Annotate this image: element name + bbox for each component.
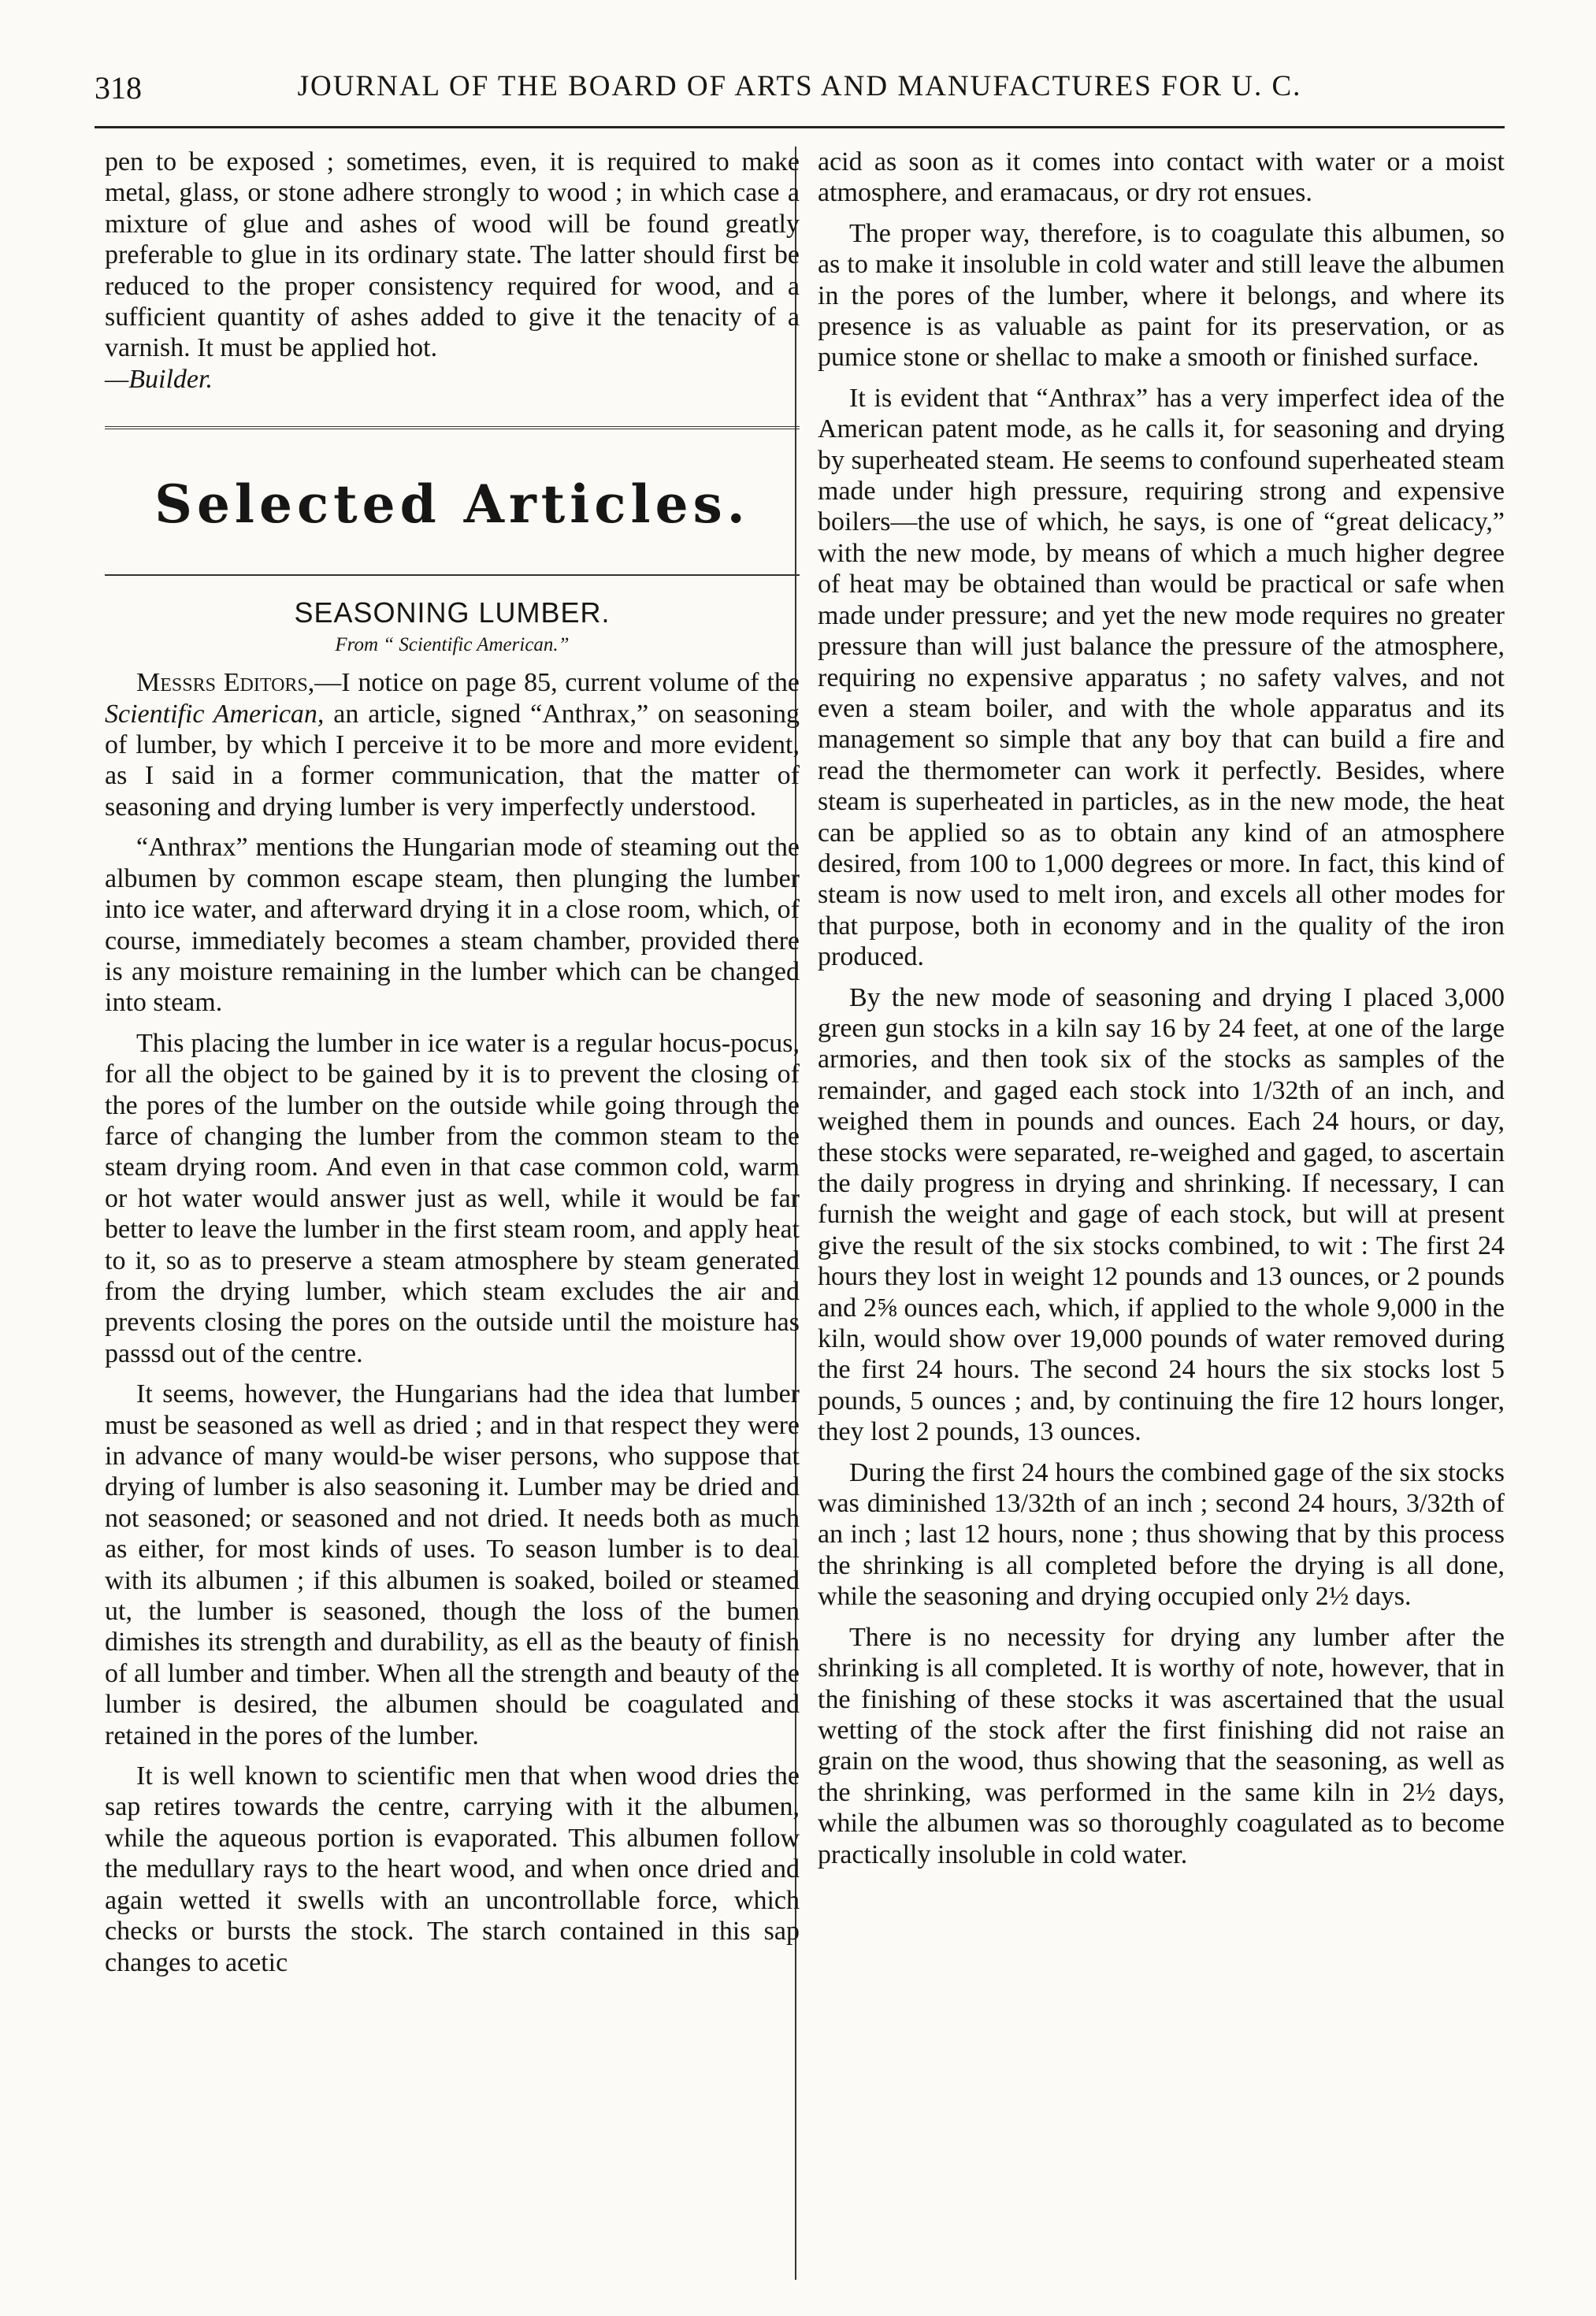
article-title: SEASONING LUMBER. — [294, 596, 611, 629]
article-paragraph-3: This placing the lumber in ice water is a regular hocus-pocus, for all the object to be gained by it is to prevent the closing of the pores of the lumber on the outside while going through the farce of changing the lumber from the common steam to the steam drying room. And even in that case common cold, warm or hot water would answer just as well, while it would be far better to leave the lumber in the first steam room, and apply heat to it, so as to preserve a steam atmosphere by steam generated from the drying lumber, which steam excludes the air and prevents closing the pores on the outside until the moisture has passsd out of the centre. — [105, 1028, 800, 1368]
article-paragraph-10: During the first 24 hours the combined gage of the six stocks was diminished 13/32th of an inch ; second 24 hours, 3/32th of an inch ; last 12 hours, none ; thus showing that by this process the shrinking is all completed before the drying is all done, while the seasoning and drying occupied only 2½ days. — [818, 1457, 1505, 1612]
section-rule-bottom — [105, 574, 800, 576]
running-head: JOURNAL OF THE BOARD OF ARTS AND MANUFACTURES FOR U. C. — [297, 70, 1302, 102]
article-paragraph-1: Messrs Editors,—I notice on page 85, current volume of the Scientific American, an article, signed “Anthrax,” on seasoning of lumber, by which I perceive it to be more and more evident, as I said in a former communication, that the matter of seasoning and drying lumber is very imperfectly understood. — [105, 668, 800, 822]
article-paragraph-9: By the new mode of seasoning and drying I placed 3,000 green gun stocks in a kiln say 16 by 24 feet, at one of the large armories, and then took six of the stocks as samples of the remainder, and gaged each stock into 1/32th of an inch, and weighed them in pounds and ounces. Each 24 hours, or day, these stocks were separated, re-weighed and gaged, to ascertain the daily progress in drying and shrinking. If necessary, I can furnish the weight and gage of each stock, but will at present give the result of the six stocks combined, to wit : The first 24 hours they lost in weight 12 pounds and 13 ounces, or 2 pounds and 2⅝ ounces each, which, if applied to the whole 9,000 in the kiln, would show over 19,000 pounds of water removed during the first 24 hours. The second 24 hours the six stocks lost 5 pounds, 5 ounces ; and, by continuing the fire 12 hours longer, they lost 2 pounds, 13 ounces. — [818, 982, 1505, 1447]
right-column — [818, 147, 1505, 1870]
article-paragraph-5: It is well known to scientific men that when wood dries the sap retires towards the centre, carrying with it the albumen, while the aqueous portion is evaporated. This albumen follow the medullary rays to the heart wood, and when once dried and again wetted it swells with an uncontrollable force, which checks or bursts the stock. The starch contained in this sap changes to acetic — [105, 1761, 800, 1977]
intro-paragraph: pen to be exposed ; sometimes, even, it is required to make metal, glass, or stone adhere strongly to wood ; in which case a mixture of glue and ashes of wood will be found greatly preferable to glue in its ordinary state. The latter should first be reduced to the proper consistency required for wood, and a sufficient quantity of ashes added to give it the tenacity of a varnish. It must be applied hot. —Builder. — [105, 147, 800, 394]
article-paragraph-11: There is no necessity for drying any lumber after the shrinking is all completed. It is worthy of note, however, that in the finishing of these stocks it was ascertained that the usual wetting of the stock after the first finishing did not raise an grain on the wood, thus showing that the seasoning, as well as the shrinking, was performed in the same kiln in 2½ days, while the albumen was so thoroughly coagulated as to become practically insoluble in cold water. — [818, 1622, 1505, 1869]
section-heading: Selected Articles. — [154, 473, 750, 536]
article-paragraph-7: The proper way, therefore, is to coagulate this albumen, so as to make it insoluble in cold water and still leave the albumen in the pores of the lumber, where it belongs, and where its presence is as valuable as paint for its preservation, or as pumice stone or shellac to make a smooth or finished surface. — [818, 218, 1505, 373]
header-rule — [95, 126, 1505, 128]
article-paragraph-6: acid as soon as it comes into contact with water or a moist atmosphere, and eramacaus, or dry rot ensues. — [818, 147, 1505, 208]
intro-source: —Builder. — [105, 364, 213, 394]
article-source: From “ Scientific American.” — [335, 634, 570, 656]
section-rule-top — [105, 426, 800, 429]
page-number: 318 — [95, 70, 142, 106]
journal-name: Scientific American, — [105, 699, 325, 729]
article-paragraph-4: It seems, however, the Hungarians had the idea that lumber must be seasoned as well as dried ; and in that respect they were in advance of many would-be wiser persons, who suppose that drying of lumber is also seasoning it. Lumber may be dried and not seasoned; or seasoned and not dried. It needs both as much as either, for most kinds of uses. To season lumber is to deal with its albumen ; if this albumen is soaked, boiled or steamed ut, the lumber is seasoned, though the loss of the bumen dimishes its strength and durability, as ell as the beauty of finish of all lumber and timber. When all the strength and beauty of the lumber is desired, the albumen should be coagulated and retained in the pores of the lumber. — [105, 1379, 800, 1750]
article-paragraph-8: It is evident that “Anthrax” has a very imperfect idea of the American patent mode, as he calls it, for seasoning and drying by superheated steam. He seems to confound superheated steam made under high pressure, requiring strong and expensive boilers—the use of which, he says, is one of “great delicacy,” with the new mode, by means of which a much higher degree of heat may be obtained than would be practical or safe when made under pressure; and yet the new mode requires no greater pressure than will just balance the pressure of the atmosphere, requiring no expensive apparatus ; no safety valves, and not even a steam boiler, and with the whole apparatus and its management so simple that any boy that can build a fire and read the thermometer can work it perfectly. Besides, where steam is superheated in particles, as in the new mode, the heat can be applied so as to obtain any kind of an atmosphere desired, from 100 to 1,000 degrees or more. In fact, this kind of steam is now used to melt iron, and excels all other modes for that purpose, both in economy and in the quality of the iron produced. — [818, 383, 1505, 972]
salutation: Messrs Editors, — [136, 668, 315, 698]
left-column — [105, 147, 800, 1978]
article-paragraph-2: “Anthrax” mentions the Hungarian mode of steaming out the albumen by common escape steam, then plunging the lumber into ice water, and afterward drying it in a close room, which, of course, immediately becomes a steam chamber, provided there is any moisture remaining in the lumber which can be changed into steam. — [105, 833, 800, 1018]
page-header — [95, 66, 1505, 113]
